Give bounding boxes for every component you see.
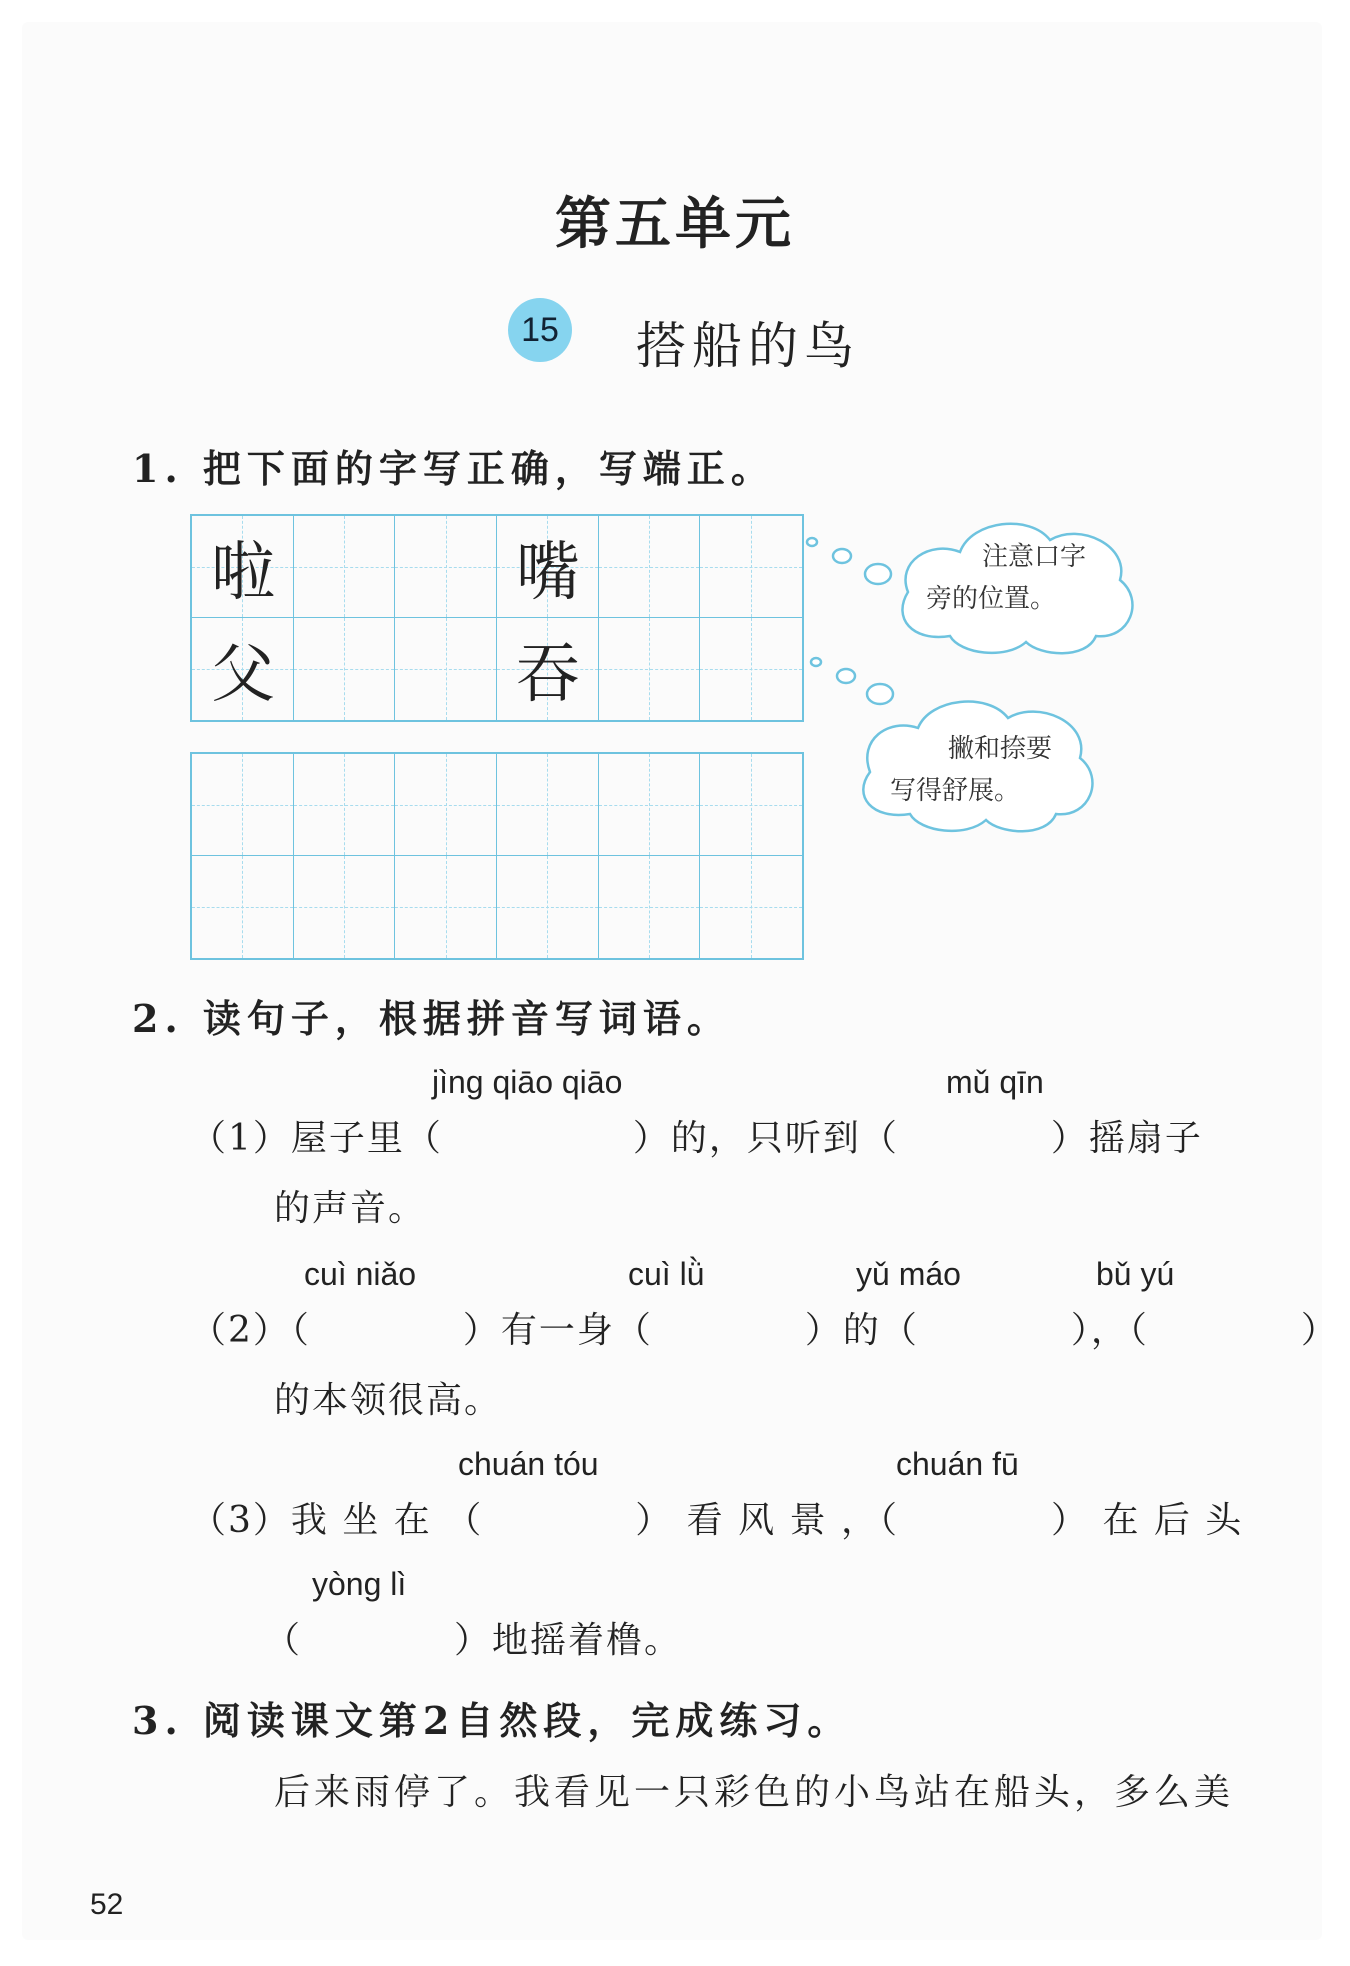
reading-paragraph: 后来雨停了。我看见一只彩色的小鸟站在船头，多么美: [274, 1772, 1235, 1813]
grid-cell[interactable]: [192, 618, 294, 720]
pinyin-chuan-fu: chuán fū: [896, 1446, 1019, 1482]
grid-cell[interactable]: [294, 754, 396, 856]
grid-cell[interactable]: [700, 516, 802, 618]
sentence-1-line-2: 的声音。: [274, 1188, 427, 1229]
grid-cell[interactable]: [395, 516, 497, 618]
grid-cell[interactable]: [294, 516, 396, 618]
writing-grid-1: [190, 514, 804, 722]
grid-cell[interactable]: [599, 516, 701, 618]
grid-cell[interactable]: [395, 754, 497, 856]
bubble-2-line-1: 撇和捺要: [948, 734, 1053, 764]
pinyin-jing-qiao-qiao: jìng qiāo qiāo: [432, 1064, 623, 1100]
lesson-number-badge: 15: [508, 298, 572, 362]
unit-title: 第五单元: [555, 191, 795, 257]
model-character: 父: [211, 638, 275, 712]
grid-cell[interactable]: [294, 856, 396, 958]
grid-cell[interactable]: [599, 856, 701, 958]
grid-cell[interactable]: [700, 618, 802, 720]
pinyin-mu-qin: mǔ qīn: [946, 1064, 1044, 1100]
sentence-3-line-1: （3）我 坐 在 （ ） 看 风 景 ，（ ） 在 后 头: [190, 1500, 1244, 1541]
bubble-2-line-2: 写得舒展。: [890, 776, 1021, 806]
pinyin-chuan-tou: chuán tóu: [458, 1446, 599, 1482]
question-1-title: 1. 把下面的字写正确，写端正。: [132, 446, 775, 491]
pinyin-yong-li: yòng lì: [312, 1566, 407, 1602]
model-character: 嘴: [515, 536, 580, 610]
sentence-2-line-1: （2）（ ）有一身（ ）的（ ），（ ）: [190, 1310, 1339, 1351]
page-number: 52: [90, 1888, 124, 1921]
model-character: 吞: [515, 638, 580, 712]
grid-cell[interactable]: [599, 754, 701, 856]
grid-cell[interactable]: [700, 856, 802, 958]
pinyin-cui-lu: cuì lǜ: [628, 1256, 705, 1292]
pinyin-bu-yu: bǔ yú: [1096, 1256, 1175, 1292]
grid-cell[interactable]: [497, 516, 599, 618]
grid-cell[interactable]: [599, 618, 701, 720]
question-2-title: 2. 读句子，根据拼音写词语。: [132, 996, 731, 1041]
pinyin-yu-mao: yǔ máo: [856, 1256, 961, 1292]
grid-cell[interactable]: [192, 754, 294, 856]
grid-cell[interactable]: [700, 754, 802, 856]
grid-cell[interactable]: [395, 856, 497, 958]
sentence-2-line-2: 的本领很高。: [274, 1380, 503, 1421]
model-character: 啦: [211, 536, 275, 610]
grid-cell[interactable]: [294, 618, 396, 720]
grid-cell[interactable]: [497, 856, 599, 958]
writing-grid-2: [190, 752, 804, 960]
grid-cell[interactable]: [497, 618, 599, 720]
grid-cell[interactable]: [192, 856, 294, 958]
grid-cell[interactable]: [192, 516, 294, 618]
bubble-1-line-1: 注意口字: [982, 542, 1087, 572]
grid-cell[interactable]: [395, 618, 497, 720]
lesson-title: 搭船的鸟: [636, 317, 860, 375]
bubble-1-line-2: 旁的位置。: [926, 584, 1057, 614]
grid-cell[interactable]: [497, 754, 599, 856]
question-3-title: 3. 阅读课文第2自然段，完成练习。: [132, 1698, 852, 1743]
sentence-3-line-2: （ ）地摇着橹。: [264, 1620, 683, 1661]
sentence-1-line-1: （1）屋子里（ ）的，只听到（ ）摇扇子: [190, 1118, 1203, 1159]
pinyin-cui-niao: cuì niǎo: [304, 1256, 417, 1292]
